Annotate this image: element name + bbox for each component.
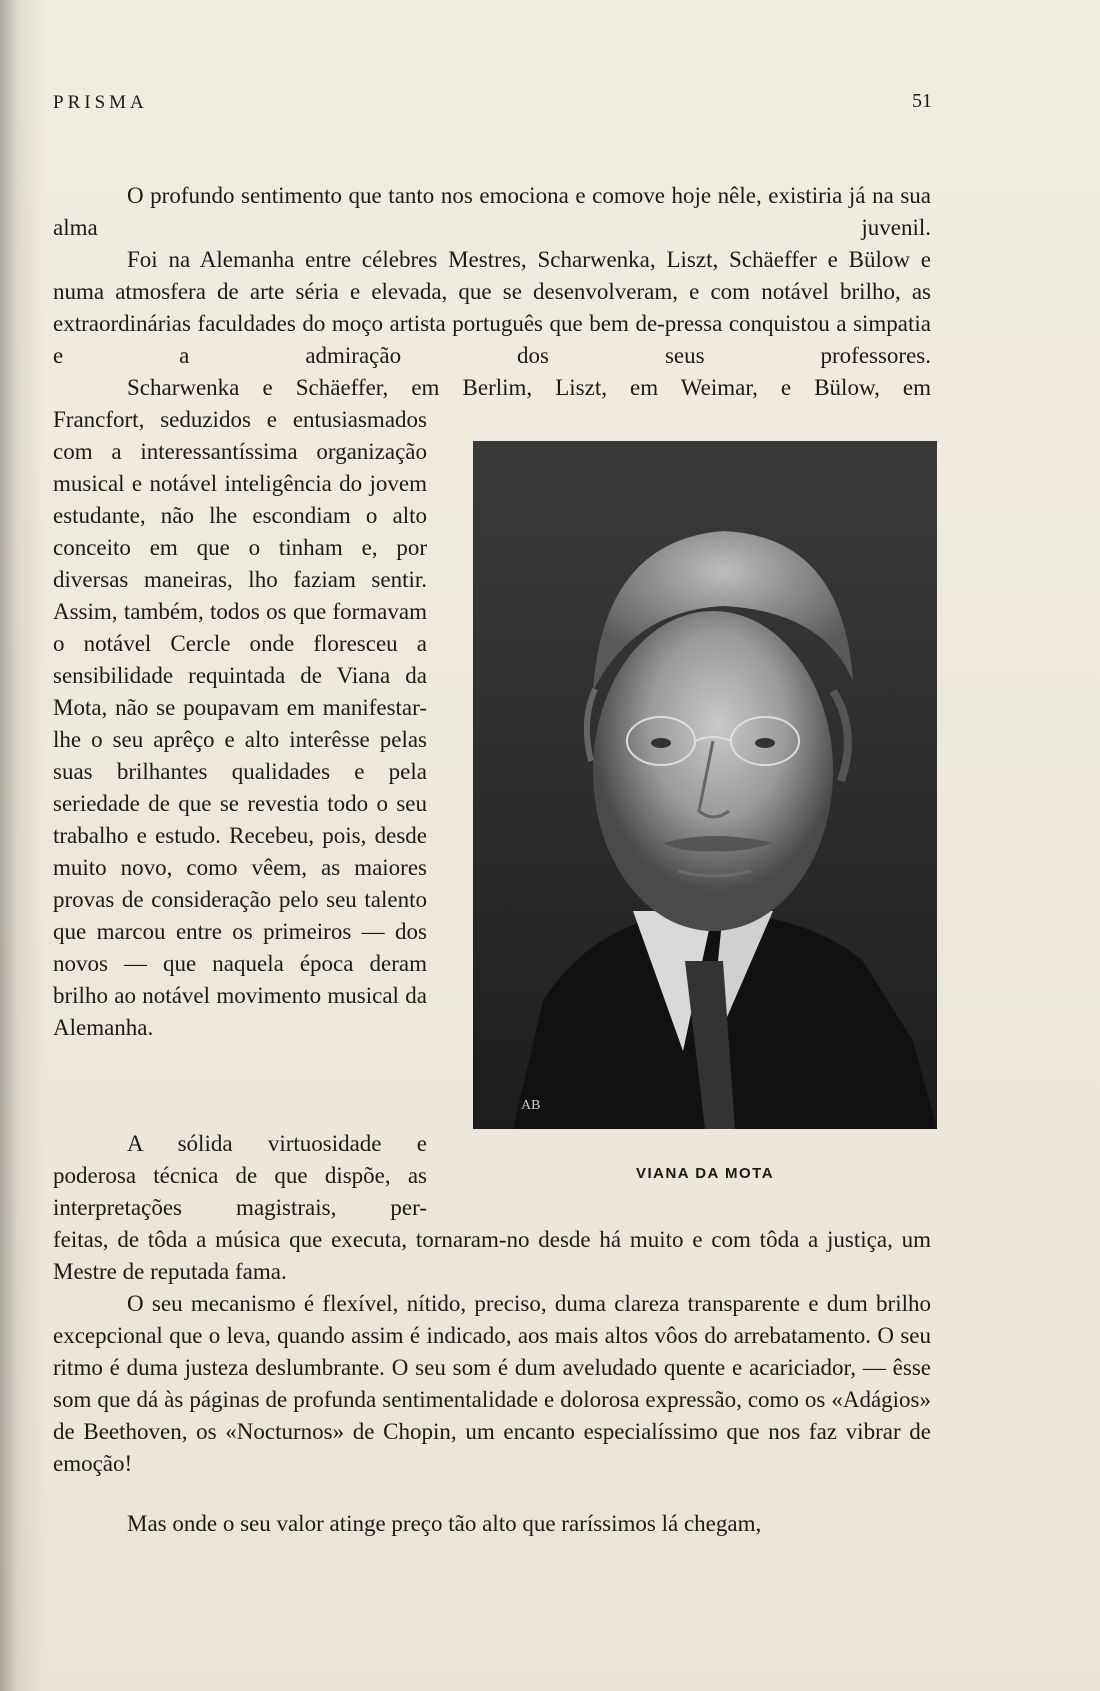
paragraph-2: Foi na Alemanha entre célebres Mestres, Scharwenka, Liszt, Schäeffer e Bülow e numa atmosfera de arte séria e elevada, que se desenvolveram, e com notável brilho, as extraordinárias faculdades do moço artista português que bem de-pressa conquistou a simpatia e a admiração dos seus professores. — [53, 247, 931, 368]
portrait-photo — [473, 441, 937, 1129]
portrait-illustration — [473, 441, 937, 1129]
svg-text:AB: AB — [521, 1098, 541, 1113]
page-number: 51 — [912, 90, 932, 112]
paragraph-4-full: feitas, de tôda a música que executa, tornaram-no desde há muito e com tôda a justiça, um Mestre de reputada fama. — [53, 1227, 931, 1284]
paragraph-3-line: Scharwenka e Schäeffer, em Berlim, Liszt, em Weimar, e Bülow, em — [127, 375, 931, 400]
paragraph-1: O profundo sentimento que tanto nos emociona e comove hoje nêle, existiria já na sua alma juvenil. — [53, 183, 931, 240]
photo-caption: VIANA DA MOTA — [635, 1165, 775, 1182]
paragraph-4-column: A sólida virtuosidade e poderosa técnica de que dispõe, as interpretações magistrais, per- — [53, 1131, 427, 1220]
paragraph-6: Mas onde o seu valor atinge preço tão alto que raríssimos lá chegam, — [127, 1511, 762, 1536]
paragraph-3-column: Francfort, seduzidos e entusiasmados com a interessantíssima organização musical e notável inteligência do jovem estudante, não lhe escondiam o alto conceito em que o tinham e, por diversas maneiras, lho faziam sentir. Assim, também, todos os que formavam o notável Cercle onde floresceu a sensibilidade requintada de Viana da Mota, não se poupavam em manifestar-lhe o seu aprêço e alto interêsse pelas suas brilhantes qualidades e pela seriedade de que se revestia todo o seu trabalho e estudo. Recebeu, pois, desde muito novo, como vêem, as maiores provas de consideração pelo seu talento que marcou entre os primeiros — dos novos — que naquela época deram brilho ao notável movimento musical da Alemanha. — [53, 407, 427, 1040]
paragraph-5: O seu mecanismo é flexível, nítido, preciso, duma clareza transparente e dum brilho excepcional que o leva, quando assim é indicado, aos mais altos vôos do arrebatamento. O seu ritmo é duma justeza deslumbrante. O seu som é dum aveludado quente e acariciador, — êsse som que dá às páginas de profunda sentimentalidade e dolorosa expressão, como os «Adágios» de Beethoven, os «Nocturnos» de Chopin, um encanto especialíssimo que nos faz vibrar de emoção! — [53, 1291, 931, 1476]
running-head: PRISMA — [53, 92, 148, 113]
